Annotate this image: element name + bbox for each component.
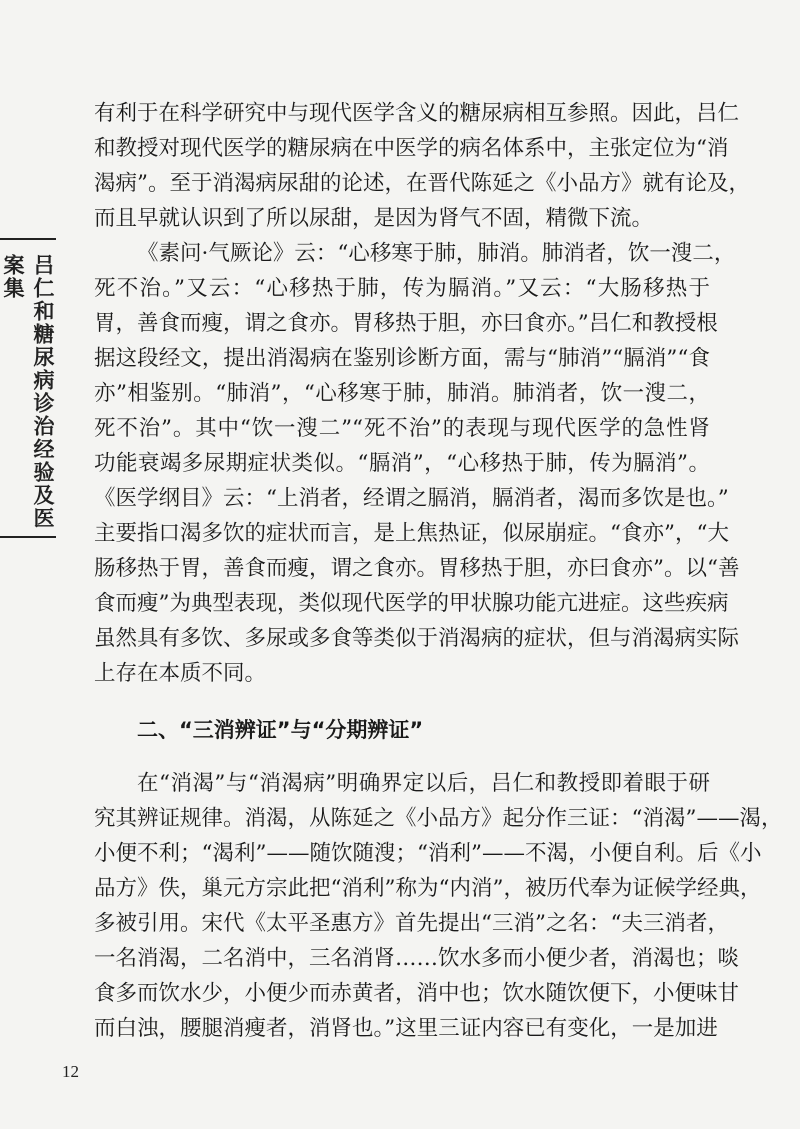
text-line: 亦”相鉴别。“肺消”，“心移寒于肺，肺消。肺消者，饮一溲二， bbox=[94, 381, 710, 406]
text-line: 肠移热于胃，善食而瘦，谓之食亦。胃移热于胆，亦曰食亦”。以“善 bbox=[94, 556, 740, 581]
paragraph-2 bbox=[94, 236, 740, 691]
text-line: 和教授对现代医学的糖尿病在中医学的病名体系中，主张定位为“消 bbox=[94, 136, 729, 161]
text-line: 有利于在科学研究中与现代医学含义的糖尿病相互参照。因此，吕仁 bbox=[94, 101, 740, 126]
text-line: 小便不利；“渴利”——随饮随溲；“消利”——不渴，小便自利。后《小 bbox=[94, 841, 762, 866]
text-line: 主要指口渴多饮的症状而言，是上焦热证，似尿崩症。“食亦”，“大 bbox=[94, 521, 729, 546]
text-line: 食多而饮水少，小便少而赤黄者，消中也；饮水随饮便下，小便味甘 bbox=[94, 981, 740, 1006]
paragraph-3 bbox=[94, 766, 783, 1046]
text-line: 死不治。”又云：“心移热于肺，传为膈消。”又云：“大肠移热于 bbox=[94, 276, 710, 301]
text-line: 据这段经文，提出消渴病在鉴别诊断方面，需与“肺消”“膈消”“食 bbox=[94, 346, 710, 371]
paragraph-1 bbox=[94, 96, 750, 236]
text-line: 而且早就认识到了所以尿甜，是因为肾气不固，精微下流。 bbox=[94, 206, 654, 231]
page-body bbox=[94, 96, 783, 1046]
text-line: 究其辨证规律。消渴，从陈延之《小品方》起分作三证：“消渴”——渴， bbox=[94, 806, 783, 831]
text-line: 多被引用。宋代《太平圣惠方》首先提出“三消”之名：“夫三消者， bbox=[94, 911, 729, 936]
text-line: 功能衰竭多尿期症状类似。“膈消”，“心移热于肺，传为膈消”。 bbox=[94, 451, 710, 476]
text-line: 渴病”。至于消渴病尿甜的论述，在晋代陈延之《小品方》就有论及， bbox=[94, 171, 750, 196]
text-line: 一名消渴，二名消中，三名消肾……饮水多而小便少者，消渴也；啖 bbox=[94, 946, 740, 971]
text-line: 《医学纲目》云：“上消者，经谓之膈消，膈消者，渴而多饮是也。” bbox=[94, 486, 729, 511]
text-line: 《素问·气厥论》云：“心移寒于肺，肺消。肺消者，饮一溲二， bbox=[137, 241, 736, 266]
text-line: 虽然具有多饮、多尿或多食等类似于消渴病的症状，但与消渴病实际 bbox=[94, 626, 740, 651]
text-line: 胃，善食而瘦，谓之食亦。胃移热于胆，亦曰食亦。”吕仁和教授根 bbox=[94, 311, 718, 336]
page-number: 12 bbox=[62, 1062, 79, 1081]
text-line: 食而瘦”为典型表现，类似现代医学的甲状腺功能亢进症。这些疾病 bbox=[94, 591, 729, 616]
text-line: 在“消渴”与“消渴病”明确界定以后，吕仁和教授即着眼于研 bbox=[137, 771, 710, 796]
side-tab bbox=[0, 238, 56, 538]
section-heading: 二、“三消辨证”与“分期辨证” bbox=[137, 718, 424, 742]
book-title-vertical: 吕仁和糖尿病诊治经验及医案集 bbox=[1, 254, 55, 530]
text-line: 死不治”。其中“饮一溲二”“死不治”的表现与现代医学的急性肾 bbox=[94, 416, 710, 441]
text-line: 而白浊，腰腿消瘦者，消肾也。”这里三证内容已有变化，一是加进 bbox=[94, 1016, 718, 1041]
text-line: 品方》佚，巢元方宗此把“消利”称为“内消”，被历代奉为证候学经典， bbox=[94, 876, 762, 901]
text-line: 上存在本质不同。 bbox=[94, 661, 267, 686]
